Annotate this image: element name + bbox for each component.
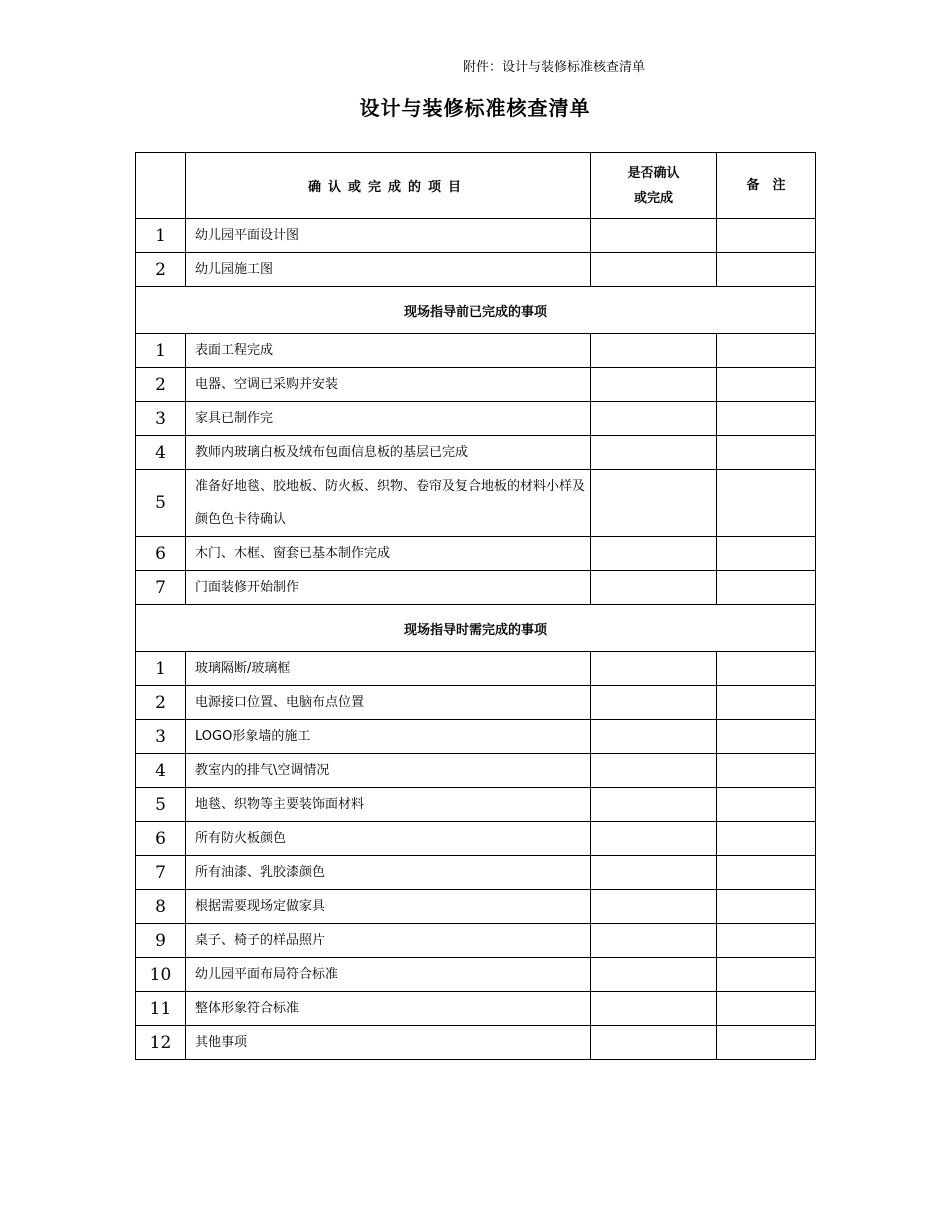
- row-number: 12: [136, 1026, 186, 1060]
- table-row: [136, 890, 816, 924]
- row-item: 所有油漆、乳胶漆颜色: [186, 856, 591, 890]
- table-row: [136, 992, 816, 1026]
- table-row: [136, 754, 816, 788]
- table-row: [136, 856, 816, 890]
- header-remarks: 备 注: [717, 153, 816, 219]
- page-title: 设计与装修标准核查清单: [359, 96, 591, 120]
- row-item: 玻璃隔断/玻璃框: [186, 652, 591, 686]
- confirm-cell[interactable]: [591, 1026, 717, 1060]
- confirm-cell[interactable]: [591, 402, 717, 436]
- row-item: 家具已制作完: [186, 402, 591, 436]
- row-item: 其他事项: [186, 1026, 591, 1060]
- remarks-cell[interactable]: [717, 253, 816, 287]
- table-row: [136, 1026, 816, 1060]
- table-row: [136, 368, 816, 402]
- confirm-cell[interactable]: [591, 924, 717, 958]
- remarks-cell[interactable]: [717, 219, 816, 253]
- row-number: 6: [136, 822, 186, 856]
- table-row: [136, 402, 816, 436]
- row-item: 根据需要现场定做家具: [186, 890, 591, 924]
- row-item: LOGO形象墙的施工: [186, 720, 591, 754]
- remarks-cell[interactable]: [717, 537, 816, 571]
- remarks-cell[interactable]: [717, 890, 816, 924]
- row-number: 10: [136, 958, 186, 992]
- row-number: 4: [136, 754, 186, 788]
- section-heading: 现场指导时需完成的事项: [136, 605, 816, 652]
- table-row: [136, 686, 816, 720]
- row-number: 7: [136, 856, 186, 890]
- table-row: [136, 958, 816, 992]
- table-header-row: [136, 153, 816, 219]
- table-row: [136, 253, 816, 287]
- row-number: 4: [136, 436, 186, 470]
- remarks-cell[interactable]: [717, 788, 816, 822]
- row-number: 2: [136, 686, 186, 720]
- section-row: [136, 605, 816, 652]
- checklist-table: [135, 152, 816, 1060]
- confirm-cell[interactable]: [591, 856, 717, 890]
- header-number-cell: [136, 153, 186, 219]
- header-confirm: [591, 153, 717, 219]
- confirm-cell[interactable]: [591, 822, 717, 856]
- row-number: 1: [136, 334, 186, 368]
- remarks-cell[interactable]: [717, 822, 816, 856]
- confirm-cell[interactable]: [591, 720, 717, 754]
- remarks-cell[interactable]: [717, 652, 816, 686]
- confirm-cell[interactable]: [591, 652, 717, 686]
- row-number: 3: [136, 720, 186, 754]
- row-item: 幼儿园平面设计图: [186, 219, 591, 253]
- row-item: 木门、木框、窗套已基本制作完成: [186, 537, 591, 571]
- remarks-cell[interactable]: [717, 856, 816, 890]
- section-row: [136, 287, 816, 334]
- row-item: 整体形象符合标准: [186, 992, 591, 1026]
- row-item: 表面工程完成: [186, 334, 591, 368]
- remarks-cell[interactable]: [717, 924, 816, 958]
- remarks-cell[interactable]: [717, 720, 816, 754]
- confirm-cell[interactable]: [591, 992, 717, 1026]
- row-item: 所有防火板颜色: [186, 822, 591, 856]
- confirm-cell[interactable]: [591, 890, 717, 924]
- row-item: 教室内的排气\空调情况: [186, 754, 591, 788]
- confirm-cell[interactable]: [591, 470, 717, 537]
- row-number: 7: [136, 571, 186, 605]
- remarks-cell[interactable]: [717, 402, 816, 436]
- section-heading: 现场指导前已完成的事项: [136, 287, 816, 334]
- confirm-cell[interactable]: [591, 253, 717, 287]
- row-number: 11: [136, 992, 186, 1026]
- attachment-note: 附件：设计与装修标准核查清单: [463, 60, 646, 75]
- remarks-cell[interactable]: [717, 686, 816, 720]
- row-number: 1: [136, 219, 186, 253]
- remarks-cell[interactable]: [717, 992, 816, 1026]
- header-item: 确认或完成的项目: [186, 153, 591, 219]
- remarks-cell[interactable]: [717, 958, 816, 992]
- row-item: 地毯、织物等主要装饰面材料: [186, 788, 591, 822]
- row-number: 3: [136, 402, 186, 436]
- confirm-cell[interactable]: [591, 754, 717, 788]
- remarks-cell[interactable]: [717, 754, 816, 788]
- remarks-cell[interactable]: [717, 571, 816, 605]
- row-item: 门面装修开始制作: [186, 571, 591, 605]
- confirm-cell[interactable]: [591, 368, 717, 402]
- row-item: 桌子、椅子的样品照片: [186, 924, 591, 958]
- table-row: [136, 924, 816, 958]
- remarks-cell[interactable]: [717, 334, 816, 368]
- row-item: 准备好地毯、胶地板、防火板、织物、卷帘及复合地板的材料小样及颜色色卡待确认: [186, 470, 591, 537]
- row-number: 2: [136, 368, 186, 402]
- header-confirm-line1: 是否确认: [627, 165, 680, 181]
- remarks-cell[interactable]: [717, 368, 816, 402]
- table-row: [136, 822, 816, 856]
- table-row: [136, 571, 816, 605]
- row-item: 电源接口位置、电脑布点位置: [186, 686, 591, 720]
- row-item: 电器、空调已采购并安装: [186, 368, 591, 402]
- row-number: 1: [136, 652, 186, 686]
- confirm-cell[interactable]: [591, 686, 717, 720]
- confirm-cell[interactable]: [591, 219, 717, 253]
- table-row: [136, 537, 816, 571]
- table-row: [136, 788, 816, 822]
- confirm-cell[interactable]: [591, 958, 717, 992]
- remarks-cell[interactable]: [717, 1026, 816, 1060]
- confirm-cell[interactable]: [591, 334, 717, 368]
- remarks-cell[interactable]: [717, 470, 816, 537]
- table-row: [136, 652, 816, 686]
- confirm-cell[interactable]: [591, 537, 717, 571]
- row-number: 5: [136, 470, 186, 537]
- row-number: 8: [136, 890, 186, 924]
- table-row: [136, 470, 816, 537]
- row-number: 6: [136, 537, 186, 571]
- table-row: [136, 334, 816, 368]
- row-number: 2: [136, 253, 186, 287]
- row-item: 幼儿园平面布局符合标准: [186, 958, 591, 992]
- confirm-cell[interactable]: [591, 571, 717, 605]
- row-number: 5: [136, 788, 186, 822]
- row-item: 幼儿园施工图: [186, 253, 591, 287]
- header-confirm-line2: 或完成: [633, 190, 673, 206]
- row-number: 9: [136, 924, 186, 958]
- row-item: 教师内玻璃白板及绒布包面信息板的基层已完成: [186, 436, 591, 470]
- remarks-cell[interactable]: [717, 436, 816, 470]
- table-row: [136, 436, 816, 470]
- table-row: [136, 720, 816, 754]
- table-row: [136, 219, 816, 253]
- confirm-cell[interactable]: [591, 436, 717, 470]
- confirm-cell[interactable]: [591, 788, 717, 822]
